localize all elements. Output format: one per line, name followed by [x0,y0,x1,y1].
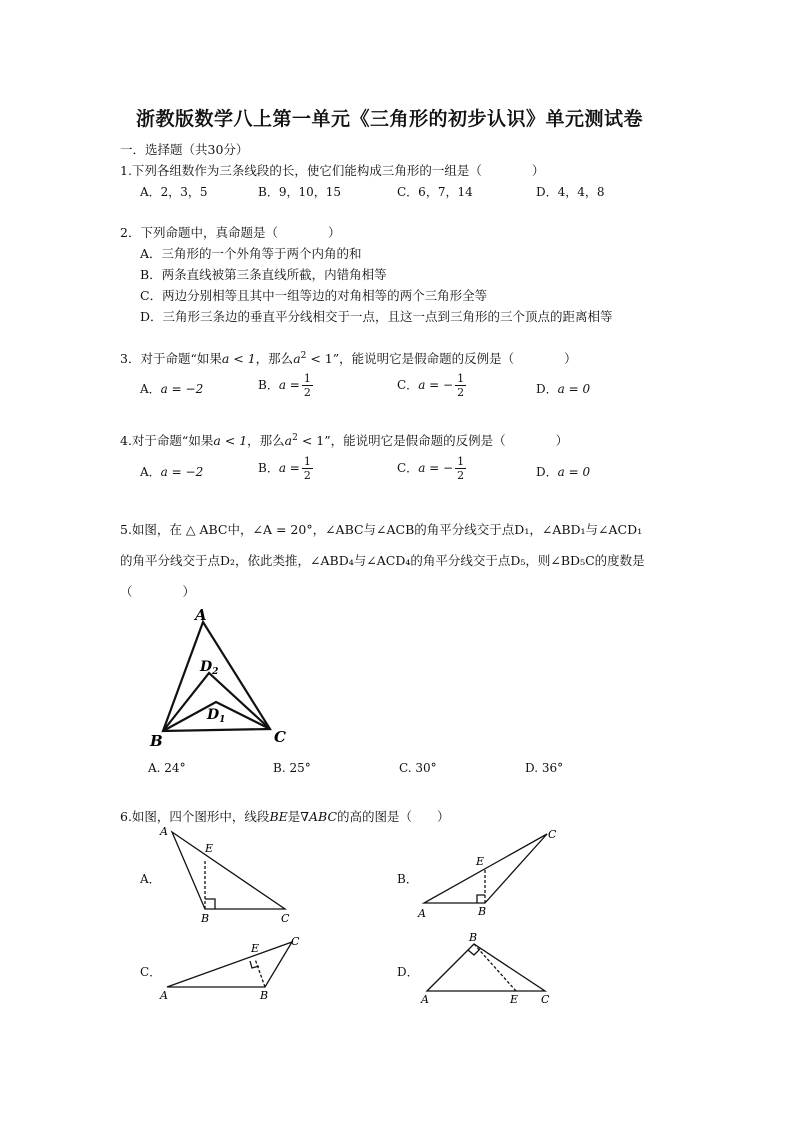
q3-option-a[interactable] [140,380,203,397]
fig-d-label-b: B [469,931,478,944]
q4-option-c-fraction [455,455,466,482]
q6-figure-a [155,822,305,927]
q4-option-a-label: A． [140,465,161,479]
q2-option-c[interactable]: C．两边分别相等且其中一组等边的对角相等的两个三角形全等 [140,288,488,303]
q5-line2: 的角平分线交于点D₂，依此类推，∠ABD₄与∠ACD₄的角平分线交于点D₅，则∠BD₅C的度数是 [120,553,645,568]
fraction-numerator: 1 [457,372,465,385]
d2-subscript: 2 [212,667,219,677]
fig-b-label-c: C [548,828,557,841]
q6-figure-d [412,926,572,1008]
fig-b-label-a: A [418,907,426,920]
fig-b-label-e: E [476,855,485,868]
q6-option-c-label[interactable]: C． [140,965,162,979]
point-label-d1 [206,707,225,725]
vertex-label-c: C [274,728,286,746]
fig-a-label-c: C [281,912,290,925]
q4-option-a-value: a = −2 [160,465,204,479]
q2-option-b[interactable]: B．两条直线被第三条直线所截，内错角相等 [140,267,387,282]
q4-option-d-value: a = 0 [557,465,591,479]
fig-c-label-a: A [160,989,168,1002]
fraction-numerator: 1 [303,455,311,468]
q4-option-a[interactable] [140,463,203,480]
fig-d-label-e: E [510,993,519,1006]
section-heading: 一．选择题（共30分） [120,142,249,157]
fraction-numerator: 1 [457,455,465,468]
q3-stem-part: ，那么 [255,351,294,366]
q3-option-a-value: a = −2 [160,382,204,396]
q3-condition: a < 1 [221,351,256,366]
fig-c-label-e: E [251,942,260,955]
q3-option-c[interactable] [397,372,468,399]
q4-option-c-var: a = − [418,461,454,475]
fraction-denominator: 2 [457,386,465,399]
q3-option-d-value: a = 0 [557,382,591,396]
q1-option-d[interactable]: D．4，4，8 [536,185,605,199]
q3-stem [120,349,577,367]
q4-var: a [284,433,293,448]
q1-option-c[interactable]: C．6，7，14 [397,185,473,199]
q6-stem-part: 6.如图，四个图形中，线段 [120,809,270,824]
q4-exponent: 2 [292,432,298,443]
fig-a-label-e: E [205,842,214,855]
q4-stem-part: ”，能说明它是假命题的反例是（ ） [324,433,569,448]
q4-option-b-var: a = [278,461,300,475]
fig-a-label-b: B [201,912,210,925]
q3-option-b-fraction [302,372,313,399]
q6-segment: BE [269,809,288,824]
q5-option-c[interactable]: C. 30° [399,761,437,775]
q3-stem-part: ”，能说明它是假命题的反例是（ ） [332,351,577,366]
q5-option-b[interactable]: B. 25° [273,761,311,775]
q4-stem [120,431,568,449]
q3-option-a-label: A． [140,382,161,396]
q6-option-a-label[interactable]: A． [140,872,161,886]
fig-d-label-a: A [421,993,429,1006]
q3-var: a [293,351,301,366]
q5-line1: 5.如图，在 △ ABC中，∠A = 20°，∠ABC与∠ACB的角平分线交于点D₁，∠ABD₁与∠ACD₁ [120,522,643,537]
q2-option-a[interactable]: A．三角形的一个外角等于两个内角的和 [140,246,362,261]
q6-stem-part: 是 [287,809,301,824]
q1-option-a[interactable]: A．2，3，5 [140,185,208,199]
d1-subscript: 1 [219,715,226,725]
q4-option-c-label: C． [397,461,419,475]
q4-option-d-label: D． [536,465,558,479]
q5-line3: （ ） [120,584,196,599]
q5-option-a[interactable]: A. 24° [148,761,186,775]
q6-option-b-label[interactable]: B． [397,872,418,886]
fraction-numerator: 1 [303,372,311,385]
q2-option-d[interactable]: D．三角形三条边的垂直平分线相交于一点，且这一点到三角形的三个顶点的距离相等 [140,309,613,324]
q3-exponent: 2 [300,350,307,361]
q4-option-d[interactable] [536,463,590,480]
q3-stem-part: < 1 [306,351,333,366]
q5-triangle-figure [140,605,310,755]
q3-option-d-label: D． [536,382,558,396]
q6-figure-b [412,826,572,921]
q4-option-b-label: B． [258,461,279,475]
q6-triangle: ∇ABC [300,809,338,824]
q6-stem-part: 的高的图是（ ） [337,809,450,824]
q1-stem: 1.下列各组数作为三条线段的长，使它们能构成三角形的一组是（ ） [120,163,545,178]
q5-option-d[interactable]: D. 36° [525,761,564,775]
q4-option-c[interactable] [397,455,468,482]
q4-stem-part: 4.对于命题“如果 [120,433,214,448]
q4-stem-part: ，那么 [247,433,285,448]
fig-c-label-b: B [260,989,269,1002]
q3-option-b[interactable] [258,372,315,399]
vertex-label-b: B [150,732,163,750]
d2-letter: D [200,659,213,675]
q3-stem-part: 3．对于命题“如果 [120,351,222,366]
q3-option-c-fraction [455,372,466,399]
q3-option-c-label: C． [397,378,419,392]
q6-figure-c [155,930,315,1005]
fraction-denominator: 2 [457,469,465,482]
q4-option-b[interactable] [258,455,315,482]
fig-d-label-c: C [541,993,550,1006]
point-label-d2 [199,659,218,677]
d1-letter: D [207,707,220,723]
vertex-label-a: A [195,606,207,624]
q4-condition: a < 1 [213,433,248,448]
fig-c-label-c: C [291,935,300,948]
fraction-denominator: 2 [303,386,311,399]
q3-option-b-label: B． [258,378,279,392]
q2-stem: 2．下列命题中，真命题是（ ） [120,225,341,240]
page-title: 浙教版数学八上第一单元《三角形的初步认识》单元测试卷 [136,108,644,130]
fig-b-label-b: B [478,905,487,918]
fraction-denominator: 2 [303,469,311,482]
q4-stem-part: < 1 [297,433,325,448]
q6-option-d-label[interactable]: D． [397,965,419,979]
q3-option-d[interactable] [536,380,590,397]
fig-a-label-a: A [160,825,168,838]
q3-option-b-var: a = [278,378,300,392]
q3-option-c-var: a = − [418,378,454,392]
q4-option-b-fraction [302,455,313,482]
q1-option-b[interactable]: B．9，10，15 [258,185,341,199]
